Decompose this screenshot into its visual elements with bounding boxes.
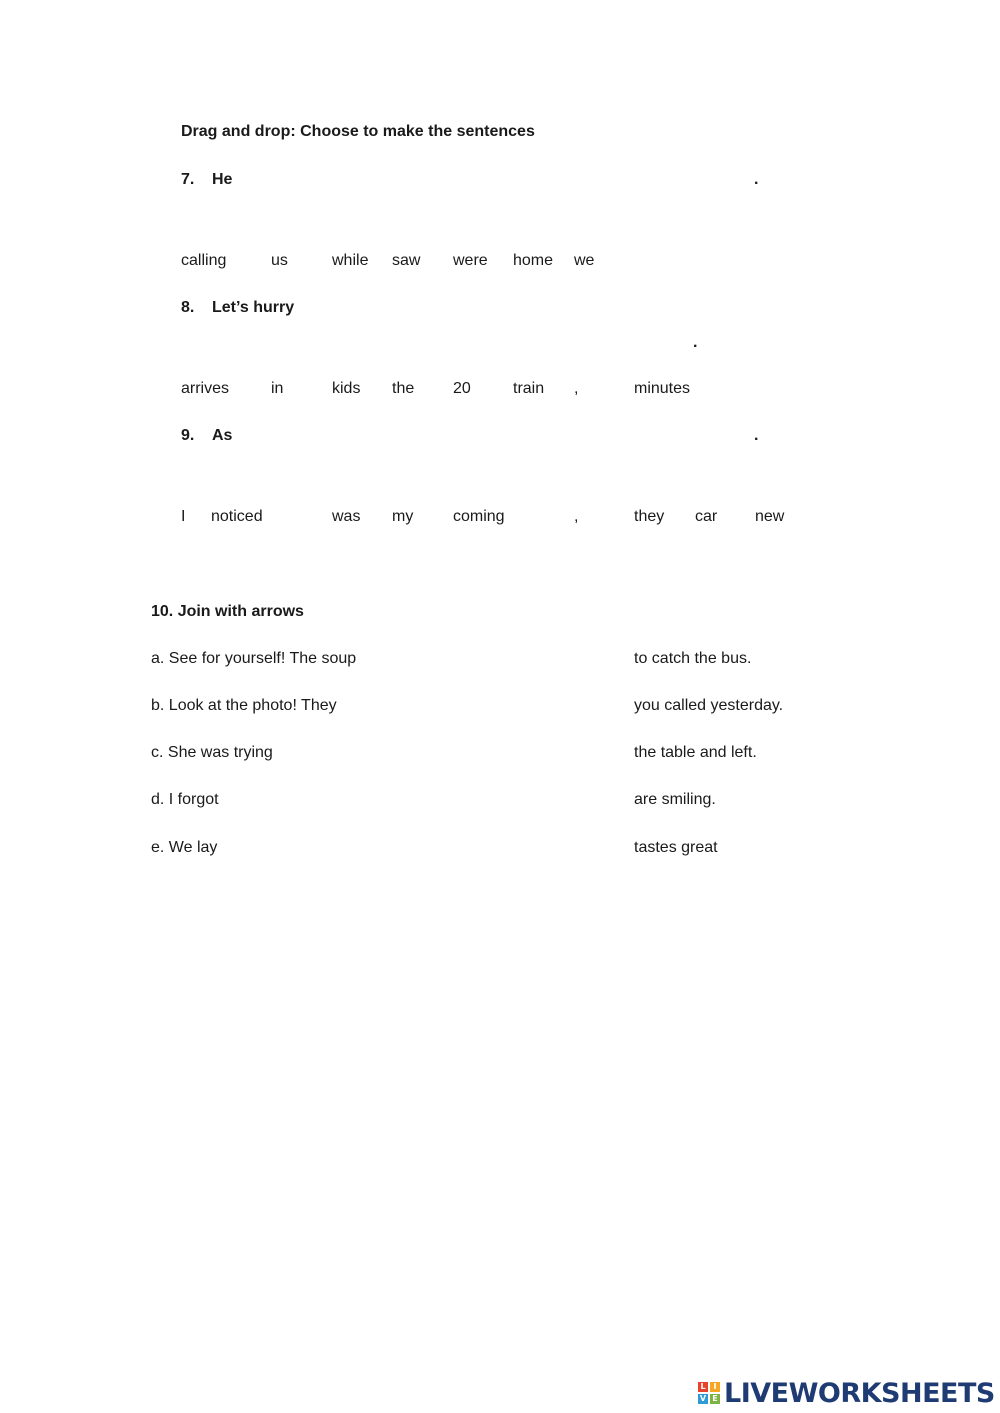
word-chip[interactable]: calling	[181, 252, 227, 269]
sentence-end-mark-9: .	[754, 427, 759, 444]
word-chip[interactable]: ,	[574, 380, 579, 397]
word-chip[interactable]: arrives	[181, 380, 230, 397]
question-lead-9: As	[212, 427, 233, 444]
sentence-end-mark-8: .	[693, 334, 698, 351]
word-chip[interactable]: car	[695, 508, 718, 525]
join-section-title: 10. Join with arrows	[151, 603, 304, 620]
worksheet-heading: Drag and drop: Choose to make the sentences	[181, 123, 535, 140]
word-chip[interactable]: were	[453, 252, 488, 269]
word-chip[interactable]: new	[755, 508, 785, 525]
question-number-8: 8.	[181, 299, 195, 316]
join-left-item-d[interactable]: d. I forgot	[151, 791, 219, 808]
logo-text: LIVEWORKSHEETS	[724, 1377, 995, 1409]
logo-mark-tile: V	[699, 1394, 707, 1403]
logo-mark-tile: E	[710, 1394, 720, 1404]
join-right-item-2[interactable]: you called yesterday.	[634, 697, 784, 714]
word-chip[interactable]: while	[332, 252, 369, 269]
word-chip[interactable]: we	[574, 252, 595, 269]
join-left-item-a[interactable]: a. See for yourself! The soup	[151, 650, 357, 667]
logo-mark-icon	[698, 1382, 720, 1404]
word-chip[interactable]: noticed	[211, 508, 263, 525]
join-left-item-c[interactable]: c. She was trying	[151, 744, 273, 761]
logo-mark-tile: I	[710, 1382, 720, 1392]
join-left-item-e[interactable]: e. We lay	[151, 839, 218, 856]
word-chip[interactable]: they	[634, 508, 665, 525]
word-chip[interactable]: in	[271, 380, 284, 397]
sentence-end-mark-7: .	[754, 171, 759, 188]
join-left-item-b[interactable]: b. Look at the photo! They	[151, 697, 337, 714]
question-lead-7: He	[212, 171, 233, 188]
word-chip[interactable]: 20	[453, 380, 471, 397]
word-chip[interactable]: my	[392, 508, 414, 525]
word-chip[interactable]: ,	[574, 508, 579, 525]
word-chip[interactable]: us	[271, 252, 288, 269]
join-right-item-5[interactable]: tastes great	[634, 839, 718, 856]
word-chip[interactable]: train	[513, 380, 545, 397]
question-number-7: 7.	[181, 171, 195, 188]
word-chip[interactable]: coming	[453, 508, 505, 525]
word-chip[interactable]: was	[332, 508, 361, 525]
join-right-item-3[interactable]: the table and left.	[634, 744, 757, 761]
word-chip[interactable]: kids	[332, 380, 361, 397]
word-chip[interactable]: minutes	[634, 380, 691, 397]
word-chip[interactable]: the	[392, 380, 415, 397]
question-number-9: 9.	[181, 427, 195, 444]
word-chip[interactable]: I	[181, 508, 186, 525]
word-chip[interactable]: saw	[392, 252, 421, 269]
logo-mark-tile: L	[698, 1382, 708, 1392]
liveworksheets-logo	[698, 1378, 995, 1408]
word-chip[interactable]: home	[513, 252, 554, 269]
question-lead-8: Let’s hurry	[212, 299, 295, 316]
join-right-item-1[interactable]: to catch the bus.	[634, 650, 752, 667]
join-right-item-4[interactable]: are smiling.	[634, 791, 716, 808]
